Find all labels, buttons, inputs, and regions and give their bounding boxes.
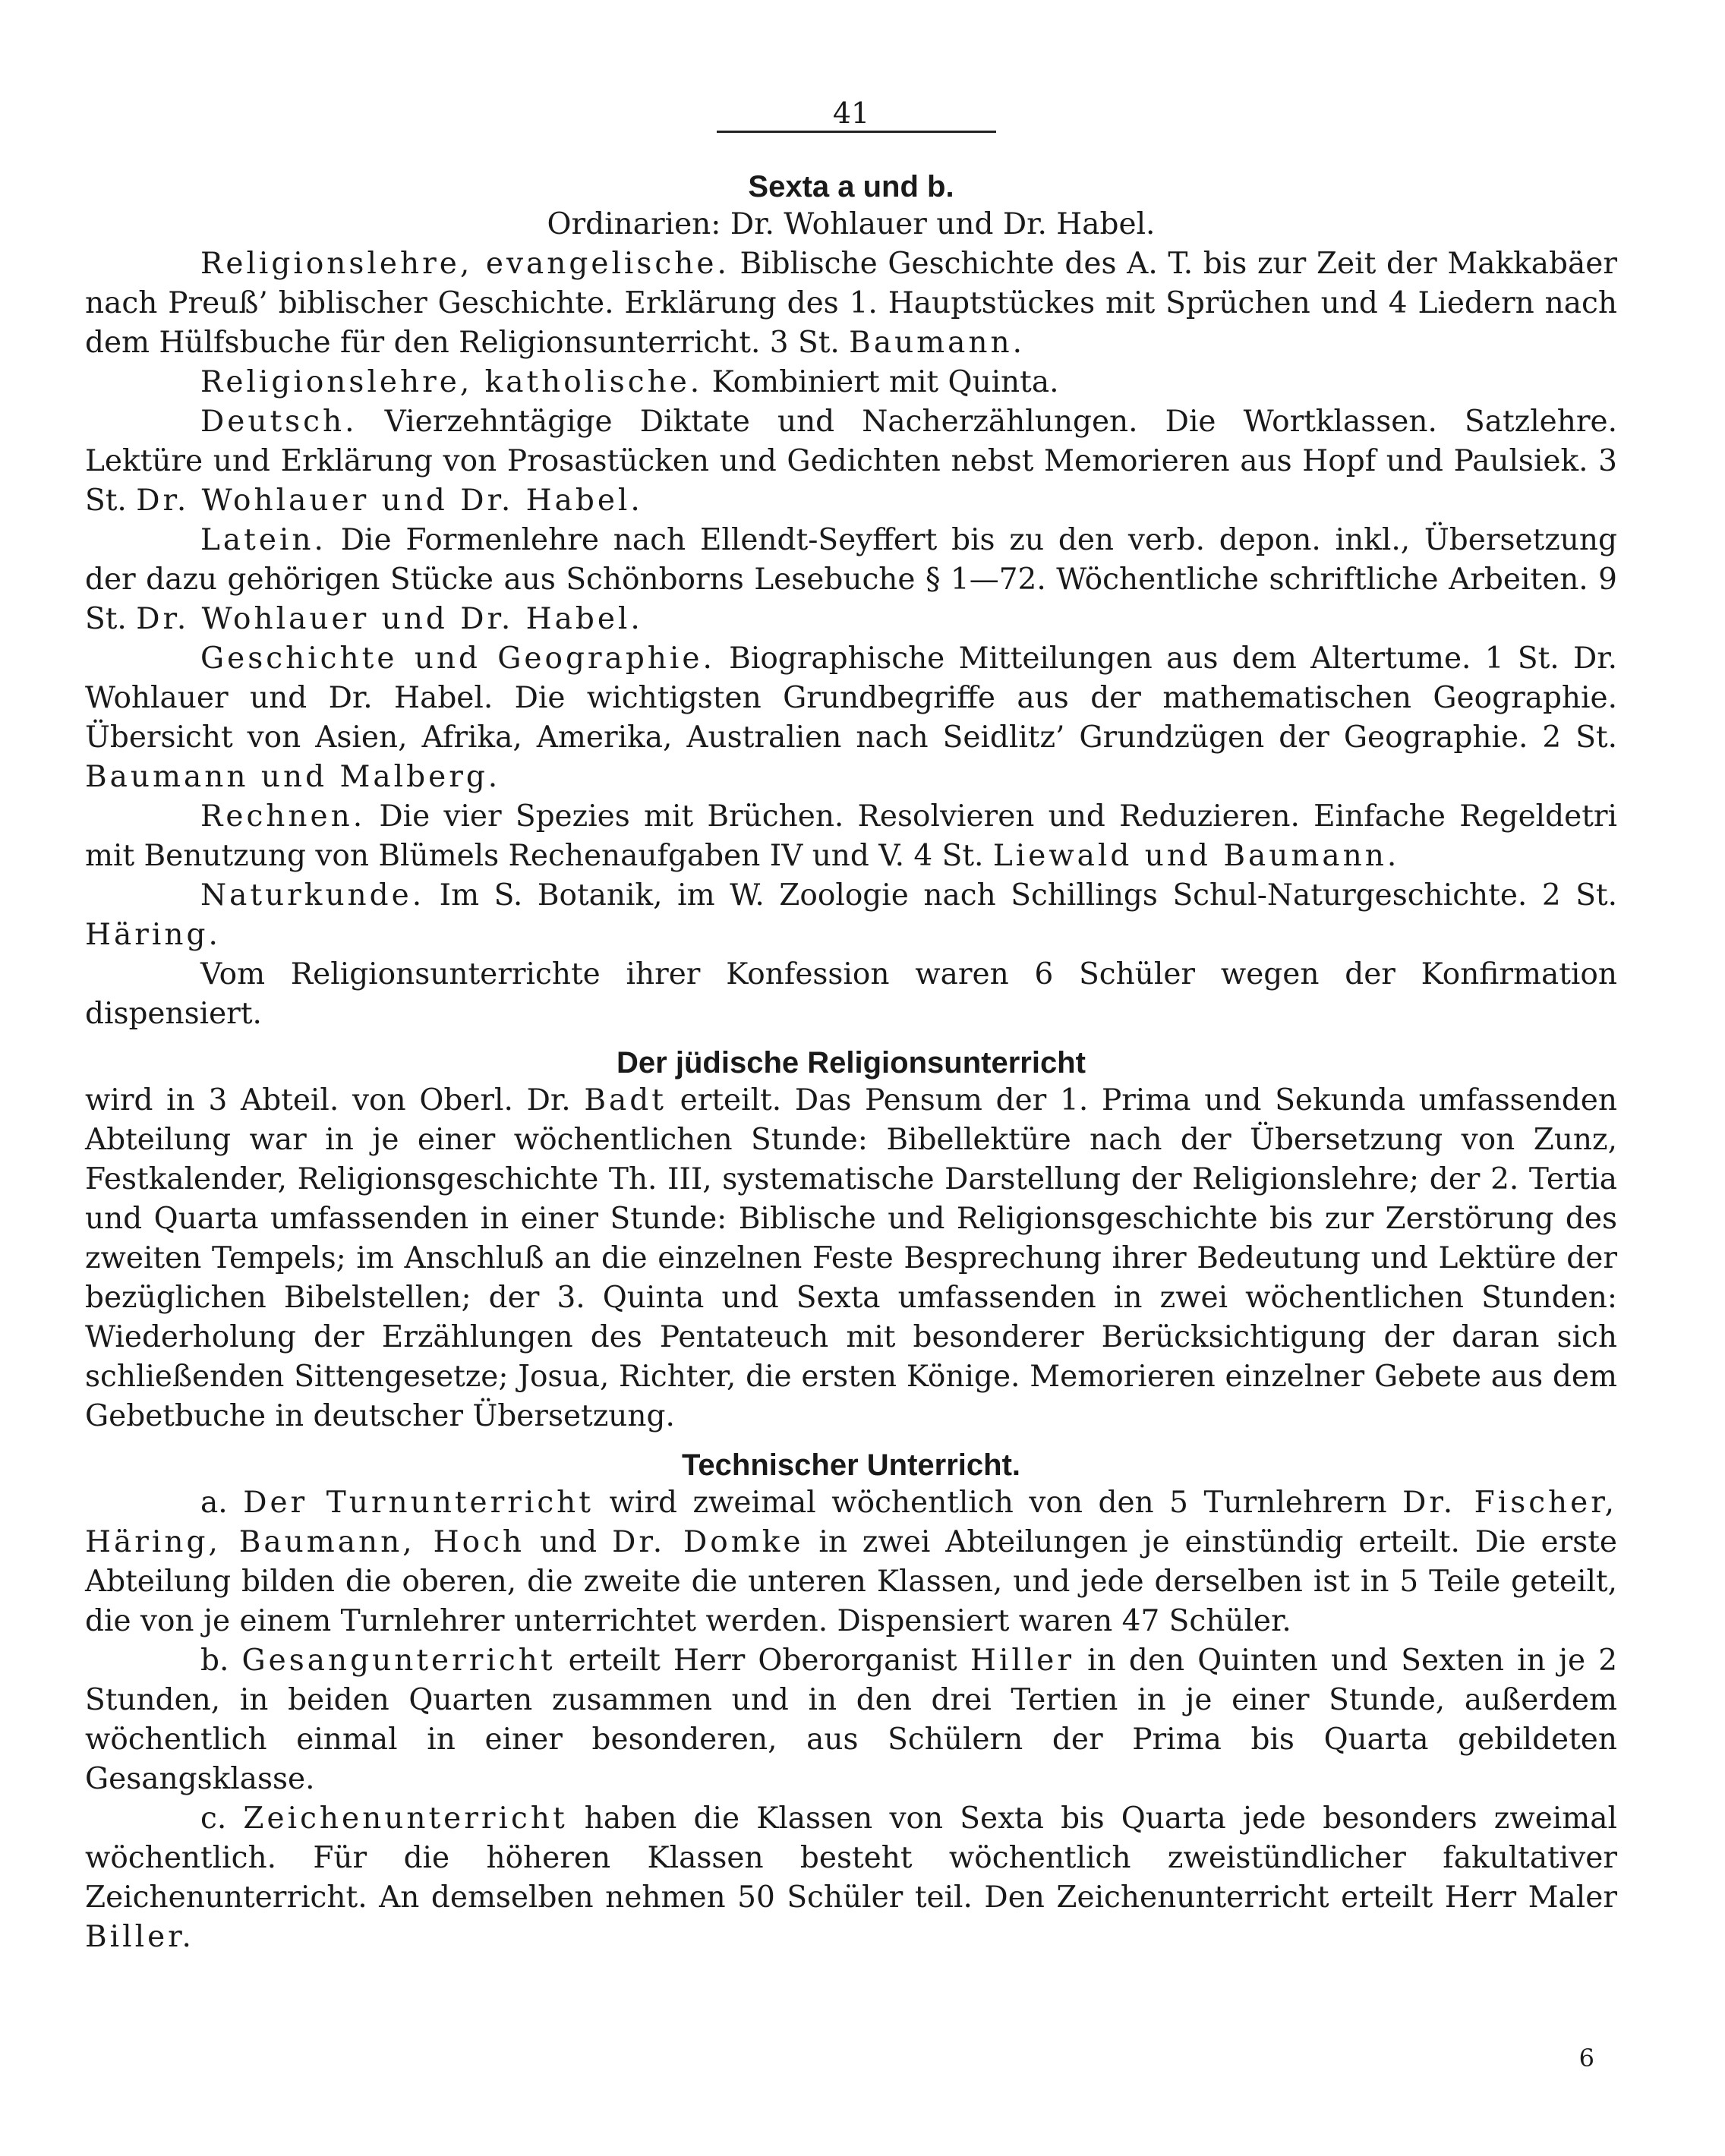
paragraph-text: und bbox=[525, 1525, 613, 1559]
paragraph-rechnen bbox=[85, 797, 1617, 876]
spacer bbox=[85, 1436, 1617, 1447]
subject-label: Zeichenunterricht bbox=[243, 1801, 568, 1836]
subject-label: Naturkunde. bbox=[200, 878, 425, 913]
page-number: 41 bbox=[832, 96, 870, 130]
subject-label: Rechnen. bbox=[200, 799, 366, 834]
paragraph-text: erteilt Herr Oberorganist bbox=[555, 1644, 970, 1678]
paragraph-juedisch bbox=[85, 1081, 1617, 1436]
paragraph-text: Die Formenlehre nach Ellendt-Seyffert bis zu den verb. depon. inkl., Übersetzung der dazu gehörigen Stücke aus Schönborns Lesebuche § 1—72. Wöchentliche schriftliche Arbeiten. 9 St. bbox=[85, 523, 1617, 636]
teacher-names: Dr. Wohlauer und Dr. Habel. bbox=[136, 602, 643, 636]
paragraph-text: in den Quinten und Sexten in je 2 Stunden, in beiden Quarten zusammen und in den drei Tertien in je einer Stunde, außerdem wöchentlich einmal in einer besonderen, aus Schülern der Prima bis Quarta gebildeten Gesangsklasse. bbox=[85, 1644, 1618, 1796]
ordinarien-line: Ordinarien: Dr. Wohlauer und Dr. Habel. bbox=[547, 207, 1156, 241]
page-content bbox=[85, 169, 1617, 1957]
paragraph-religion-katholisch bbox=[85, 363, 1617, 402]
paragraph-naturkunde bbox=[85, 876, 1617, 955]
teacher-names: Dr. Domke bbox=[612, 1525, 804, 1559]
paragraph-text: Vom Religionsunterrichte ihrer Konfession waren 6 Schüler wegen der Konfirmation dispensiert. bbox=[85, 957, 1617, 1031]
paragraph-zeichenunterricht bbox=[85, 1799, 1617, 1957]
paragraph-religion-evangelisch bbox=[85, 244, 1617, 363]
teacher-names: Häring. bbox=[85, 918, 221, 952]
teacher-names: Hiller bbox=[970, 1644, 1075, 1678]
document-page bbox=[85, 84, 1617, 2095]
subject-label: Gesangunterricht bbox=[241, 1644, 556, 1678]
item-prefix: a. bbox=[200, 1486, 244, 1520]
section-heading-technisch: Technischer Unterricht. bbox=[681, 1448, 1021, 1482]
paragraph-text: erteilt. Das Pensum der 1. Prima und Sekunda umfassenden Abteilung war in je einer wöchentlichen Stunde: Bibellektüre nach der Übersetzung von Zunz, Festkalender, Religionsgeschichte Th. III, systematische Darstellung der Religionslehre; der 2. Tertia und Quarta umfassenden in einer Stunde: Biblische und Religionsgeschichte bis zur Zerstörung des zweiten Tempels; im Anschluß an die einzelnen Feste Besprechung ihrer Bedeutung und Lektüre der bezüglichen Bibelstellen; der 3. Quinta und Sexta umfassenden in zwei wöchentlichen Stunden: Wiederholung der Erzählungen des Pentateuch mit besonderer Berücksichtigung der daran sich schließenden Sittengesetze; Josua, Richter, die ersten Könige. Memorieren einzelner Gebete aus dem Gebetbuche in deutscher Übersetzung. bbox=[85, 1083, 1617, 1433]
teacher-names: Badt bbox=[584, 1083, 667, 1117]
paragraph-deutsch bbox=[85, 402, 1617, 521]
subject-label: Latein. bbox=[200, 523, 326, 557]
paragraph-geschichte bbox=[85, 639, 1617, 797]
paragraph-text: wird zweimal wöchentlich von den 5 Turnlehrern bbox=[593, 1486, 1403, 1520]
paragraph-text: wird in 3 Abteil. von Oberl. Dr. bbox=[85, 1083, 585, 1117]
teacher-names: Dr. Fischer, Häring, Baumann, Hoch bbox=[85, 1486, 1618, 1559]
teacher-names: Baumann. bbox=[849, 326, 1026, 360]
subject-label: Religionslehre, evangelische. bbox=[200, 247, 730, 281]
paragraph-latein bbox=[85, 521, 1617, 639]
item-prefix: b. bbox=[200, 1644, 242, 1678]
paragraph-text: Kombiniert mit Quinta. bbox=[702, 365, 1059, 399]
signature-mark: 6 bbox=[1578, 2044, 1594, 2072]
teacher-names: Dr. Wohlauer und Dr. Habel. bbox=[136, 484, 643, 518]
subject-label: Der Turnunterricht bbox=[243, 1486, 594, 1520]
section-heading-sexta: Sexta a und b. bbox=[748, 170, 954, 203]
paragraph-text: in zwei Abteilungen je einstündig erteilt. Die erste Abteilung bilden die oberen, die zweite die unteren Klassen, und jede derselben ist in 5 Teile geteilt, die von je einem Turnlehrer unterrichtet werden. Dispensiert waren 47 Schüler. bbox=[85, 1525, 1618, 1638]
header-rule bbox=[717, 131, 996, 133]
paragraph-text: haben die Klassen von Sexta bis Quarta jede besonders zweimal wöchentlich. Für die höheren Klassen besteht wöchentlich zweistündlicher fakultativer Zeichenunterricht. An demselben nehmen 50 Schüler teil. Den Zeichenunterricht erteilt Herr Maler bbox=[85, 1801, 1617, 1915]
paragraph-text: Biblische Geschichte des A. T. bis zur Zeit der Makkabäer nach Preuß’ biblischer Geschichte. Erklärung des 1. Hauptstückes mit Sprüchen und 4 Liedern nach dem Hülfsbuche für den Religionsunterricht. 3 St. bbox=[85, 247, 1617, 360]
spacer bbox=[85, 1034, 1617, 1045]
paragraph-text: Im S. Botanik, im W. Zoologie nach Schillings Schul-Naturgeschichte. 2 St. bbox=[424, 878, 1617, 913]
teacher-names: Biller. bbox=[85, 1920, 194, 1954]
paragraph-text: Die vier Spezies mit Brüchen. Resolvieren und Reduzieren. Einfache Regeldetri mit Benutzung von Blümels Rechenaufgaben IV und V. 4 St. bbox=[85, 799, 1617, 873]
paragraph-dispens bbox=[85, 955, 1617, 1034]
section-heading-juedisch: Der jüdische Religionsunterricht bbox=[617, 1046, 1086, 1080]
subject-label: Geschichte und Geographie. bbox=[200, 641, 715, 676]
paragraph-text: Biographische Mitteilungen aus dem Altertume. 1 St. Dr. Wohlauer und Dr. Habel. Die wichtigsten Grundbegriffe aus der mathematischen Geographie. Übersicht von Asien, Afrika, Amerika, Australien nach Seidlitz’ Grundzügen der Geographie. 2 St. bbox=[85, 641, 1618, 755]
subject-label: Deutsch. bbox=[200, 405, 358, 439]
paragraph-text: Vierzehntägige Diktate und Nacherzählungen. Die Wortklassen. Satzlehre. Lektüre und Erklärung von Prosastücken und Gedichten nebst Memorieren aus Hopf und Paulsiek. 3 St. bbox=[85, 405, 1617, 518]
subject-label: Religionslehre, katholische. bbox=[200, 365, 703, 399]
item-prefix: c. bbox=[200, 1801, 244, 1836]
teacher-names: Baumann und Malberg. bbox=[85, 760, 501, 794]
teacher-names: Liewald und Baumann. bbox=[992, 839, 1400, 873]
paragraph-gesangunterricht bbox=[85, 1641, 1617, 1799]
paragraph-turnunterricht bbox=[85, 1483, 1617, 1641]
